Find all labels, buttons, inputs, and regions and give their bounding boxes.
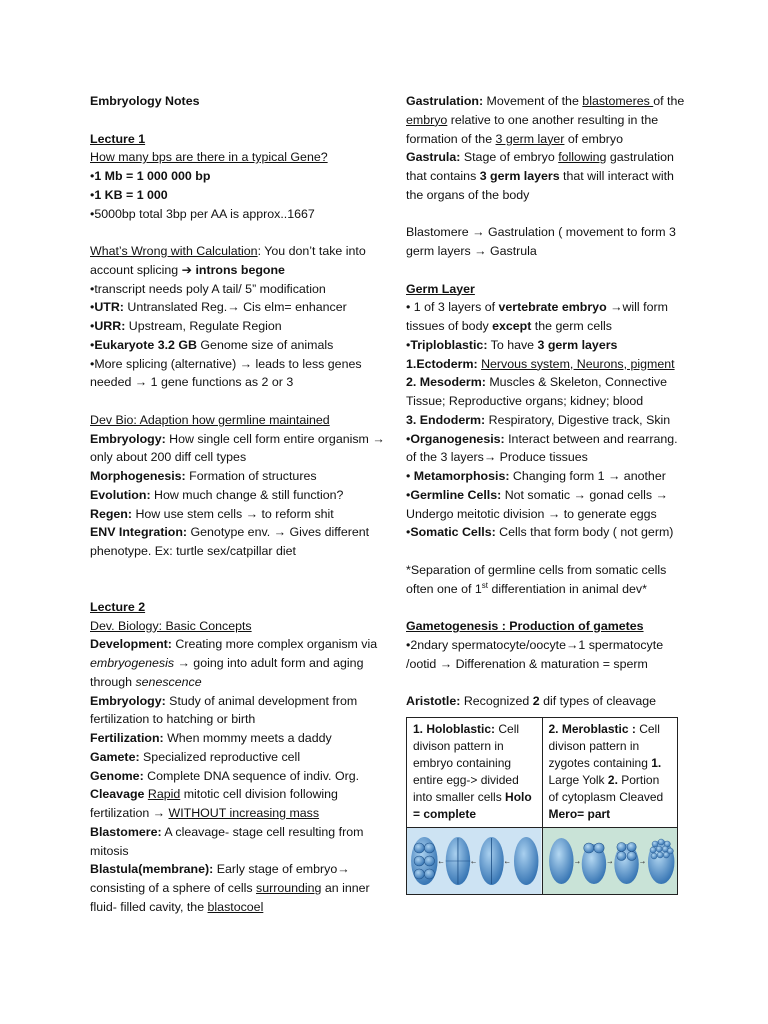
right-column [406, 92, 686, 895]
def-embryology-2: Embryology: Study of animal development from fertilization to hatching or birth [90, 693, 358, 727]
def-gastrulation: Gastrulation: Movement of the blastomeres of the embryo relative to one another resulting in the formation of the 3 germ layer of embryo [406, 94, 685, 146]
svg-text:←: ← [438, 858, 444, 866]
def-genome: Genome: Complete DNA sequence of indiv. Org. [90, 768, 360, 783]
meroblastic-illustration [542, 827, 678, 894]
lecture2-subheading: Dev. Biology: Basic Concepts [90, 618, 252, 633]
point-eukaryote: •Eukaryote 3.2 GB Genome size of animals [90, 337, 334, 352]
def-organogenesis: •Organogenesis: Interact between and rearrang. of the 3 layers→ Produce tissues [406, 431, 678, 465]
left-column [90, 92, 390, 917]
point-urr: •URR: Upstream, Regulate Region [90, 319, 282, 333]
meroblastic-embryos-image [543, 828, 678, 894]
def-embryology: Embryology: How single cell form entire organism → only about 200 diff cell types [90, 431, 385, 465]
def-env: ENV Integration: Genotype env. → Gives different phenotype. Ex: turtle sex/catpillar diet [90, 525, 370, 558]
flow-sequence: Blastomere → Gastrulation ( movement to form 3 germ layers → Gastrula [406, 225, 676, 258]
def-morphogenesis: Morphogenesis: Formation of structures [90, 469, 317, 483]
def-triploblastic: •Triploblastic: To have 3 germ layers [406, 337, 618, 352]
holoblastic-illustration [407, 827, 543, 894]
svg-text:→: → [606, 858, 612, 866]
bullet-mb: •1 Mb = 1 000 000 bp [90, 169, 211, 183]
holoblastic-embryos-image [407, 828, 542, 894]
def-somatic: •Somatic Cells: Cells that form body ( not germ) [406, 525, 674, 540]
def-ectoderm: 1.Ectoderm: Nervous system, Neurons, pigment [406, 356, 675, 371]
def-gamete: Gamete: Specialized reproductive cell [90, 749, 301, 764]
cleavage-table [406, 717, 678, 895]
svg-text:←: ← [504, 858, 510, 866]
def-blastomere: Blastomere: A cleavage- stage cell resulting from mitosis [90, 824, 364, 858]
holoblastic-cell: 1. Holoblastic: Cell divison pattern in embryo containing entire egg-> divided into smaller cells Holo = complete [407, 717, 543, 827]
def-gastrula: Gastrula: Stage of embryo following gastrulation that contains 3 germ layers that will interact with the organs of the body [406, 150, 674, 202]
gene-question: How many bps are there in a typical Gene? [90, 150, 328, 165]
def-blastula: Blastula(membrane): Early stage of embryo→ consisting of a sphere of cells surrounding an inner fluid- filled cavity, the blastocoel [90, 862, 370, 914]
def-regen: Regen: How use stem cells → to reform shit [90, 506, 334, 521]
separation-note: *Separation of germline cells from somatic cells often one of 1st differentiation in animal dev* [406, 562, 667, 596]
page-title: Embryology Notes [90, 94, 200, 108]
def-metamorphosis: • Metamorphosis: Changing form 1 → another [406, 469, 666, 483]
def-development: Development: Creating more complex organism via embryogenesis → going into adult form and aging through senescence [90, 637, 378, 689]
aristotle-line: Aristotle: Recognized 2 dif types of cleavage [406, 694, 657, 708]
gametogenesis-heading: Gametogenesis : Production of gametes [406, 619, 644, 633]
svg-text:→: → [574, 858, 580, 866]
meroblastic-cell: 2. Meroblastic : Cell divison pattern in zygotes containing 1. Large Yolk 2. Portion of cytoplasm Cleaved Mero= part [542, 717, 678, 827]
def-endoderm: 3. Endoderm: Respiratory, Digestive track, Skin [406, 412, 671, 427]
point-transcript: •transcript needs poly A tail/ 5” modification [90, 281, 326, 296]
point-splicing: •More splicing (alternative) → leads to less genes needed → 1 gene functions as 2 or 3 [90, 356, 362, 390]
def-evolution: Evolution: How much change & still function? [90, 487, 344, 502]
devbio-heading: Dev Bio: Adaption how germline maintained [90, 412, 330, 427]
gametogenesis-text: •2ndary spermatocyte/oocyte→1 spermatocyte /ootid → Differenation & maturation = sperm [406, 637, 664, 671]
point-utr: •UTR: Untranslated Reg.→ Cis elm= enhancer [90, 300, 347, 315]
wrong-calc-paragraph: What’s Wrong with Calculation: You don’t take into account splicing ➔ introns begone [90, 244, 366, 277]
def-mesoderm: 2. Mesoderm: Muscles & Skeleton, Connective Tissue; Reproductive organs; kidney; blood [406, 375, 668, 408]
bullet-aa: •5000bp total 3bp per AA is approx..1667 [90, 206, 315, 221]
def-fertilization: Fertilization: When mommy meets a daddy [90, 731, 332, 745]
lecture1-heading: Lecture 1 [90, 131, 146, 146]
svg-text:→: → [639, 858, 645, 866]
germ-point-1: • 1 of 3 layers of vertebrate embryo →will form tissues of body except the germ cells [406, 300, 668, 333]
def-cleavage: Cleavage Rapid mitotic cell division following fertilization → WITHOUT increasing mass [90, 787, 338, 820]
lecture2-heading: Lecture 2 [90, 599, 146, 614]
bullet-kb: •1 KB = 1 000 [90, 187, 168, 202]
def-germline: •Germline Cells: Not somatic → gonad cells → Undergo meitotic division → to generate eggs [406, 487, 668, 521]
germ-layer-heading: Germ Layer [406, 281, 475, 296]
svg-text:←: ← [471, 858, 477, 866]
